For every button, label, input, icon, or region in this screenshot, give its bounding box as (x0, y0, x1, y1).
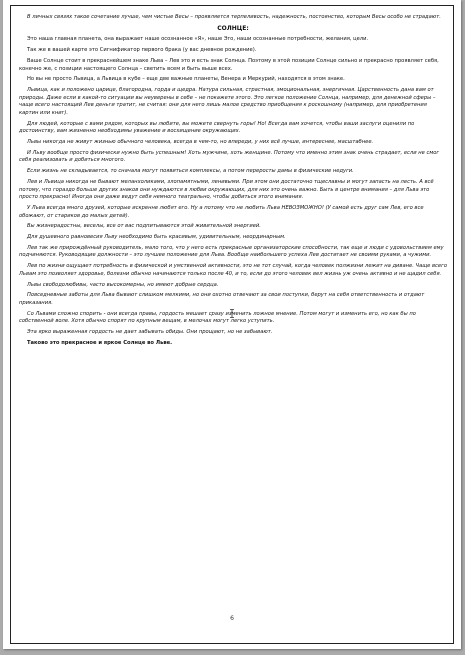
paragraph: Лев и Львица никогда не бывают меланхоликами, злопамятными, ленивыми. При этом они достаточно тщеславны и могут запасть на лесть. А всё потому, что гораздо больше других знаков они нуждаются в любви окружающих, для них это очень важно. Быть в центре внимания – для Льва это просто прекрасно! Иногда они даже ведут себя немного театрально, чтобы добиться этого внимания. (19, 178, 434, 201)
paragraph: Лев так же прирождённый руководитель, мало того, что у него есть прекрасные организаторские способности, так еще и люди с удовольствием ему подчиняются. Руководящие должности – это лучшее положение для Льва. Вообще наибольшего успеха Лев достигает не своими руками, а чужими. (19, 244, 444, 259)
page-number: 6 (230, 615, 234, 622)
paragraph: Львы свободолюбивы, часто высокомерны, но имеют добрые сердца. (27, 281, 219, 288)
paragraph: Ваше Солнце стоит в прекраснейшем знаке Льва – Лев это и есть знак Солнца. Поэтому в этой позиции Солнце сильно и прекрасно проявляет себя, конечно же, с позиции настоящего Солнца – светить всем и быть выше всех. (19, 57, 439, 72)
paragraph: Но вы не просто Львица, а Львица в кубе – еще две важные планеты, Венера и Меркурий, находятся в этом знаке. (27, 76, 345, 83)
paragraph: Со Львами сложно спорить - они всегда правы, гордость мешает сразу изменить ложное мнение. Потом могут и изменить его, но как бы по собственной воле. Хотя обычно спорят по крупным вещам, в мелочах могут легко уступить. (19, 310, 416, 325)
paragraph: Повседневные заботы для Льва бывают слишком мелкими, но они охотно отвечают за свои поступки, берут на себя ответственность и отдают приказания. (19, 292, 425, 306)
page-content (19, 14, 447, 351)
section-heading: СОЛНЦЕ: (217, 24, 249, 32)
paragraph: Так же в вашей карте это Сигнификатор первого брака (у вас дневное рождение). (27, 47, 257, 54)
paragraph: Лев по жизни ощущает потребность в физической и умственной активности, это не тот случай, когда человек полжизни лежит на диване. Чаще всего Львам это позволяет здоровье, болезни обычно начинаются только после 40, и то, если до этого человек вел жизнь уж очень активно и не щадил себя. (19, 263, 447, 277)
paragraph: Это наша главная планета, она выражает наше осознанное «Я», наше Эго, наши осознанные потребности, желания, цели. (27, 36, 369, 43)
paragraph: Львица, как и положено царице, благородна, горда и щедра. Натура сильная, страстная, эмоциональная, энергичная. Царственность дана вам от природы. Даже если в какой-то ситуации вы неуверены в себе – не покажете этого. Это легкое положение Солнца, например, для денежной сферы – чаще всего настоящий Лев деньги тратит, не считая: они для него лишь малое средство приобщения к роскошному (например, для приобретения картин или книг). (19, 87, 436, 116)
paragraph: У Льва всегда много друзей, которые искренне любят его. Ну а потому что не любить Льва НЕВОЗМОЖНО! (У самой есть друг сам Лев, его все обожают, от стариков до малых детей). (19, 204, 424, 219)
paragraph: Для людей, которые с вами рядом, которых вы любите, вы можете свернуть горы! Но! Всегда вам хочется, чтобы ваши заслуги оценили по достоинству, вам жизненно необходимы уважение и восхищение окружающих. (19, 120, 415, 135)
paragraph: Львы никогда не живут жизнью обычного человека, всегда в чем-то, но впереди, у них всё лучше, интереснее, масштабнее. (27, 139, 374, 146)
paragraph: Вы жизнерадостны, веселы, все от вас подпитываются этой живительной энергией. (27, 223, 261, 230)
paragraph: Если жизнь не складывается, то сначала могут появиться комплексы, а потом переросты дамы в физические недуги. (27, 168, 354, 175)
paragraph: И Льву вообще просто физически нужно быть успешным! Хоть мужчине, хоть женщине. Потому что именно этим знак очень страдает, если не смог себя реализовать и добиться многого. (19, 149, 440, 164)
text-cursor-icon (229, 309, 235, 318)
document-page (3, 0, 461, 649)
paragraph: Для душевного равновесия Льву необходимо быть красивым, удивительным, неординарным. (27, 234, 286, 241)
paragraph: В личных связях такое сочетание лучше, чем чистые Весы – проявляется терпеливость, надежность, постоянство, которым Весы особо не страдают. (27, 14, 441, 20)
paragraph: Эта ярко выраженная гордость не дает забывать обиды. Они прощают, но не забывают. (27, 329, 273, 336)
paragraph: Таково это прекрасное и яркое Солнце во Льве. (27, 339, 173, 346)
